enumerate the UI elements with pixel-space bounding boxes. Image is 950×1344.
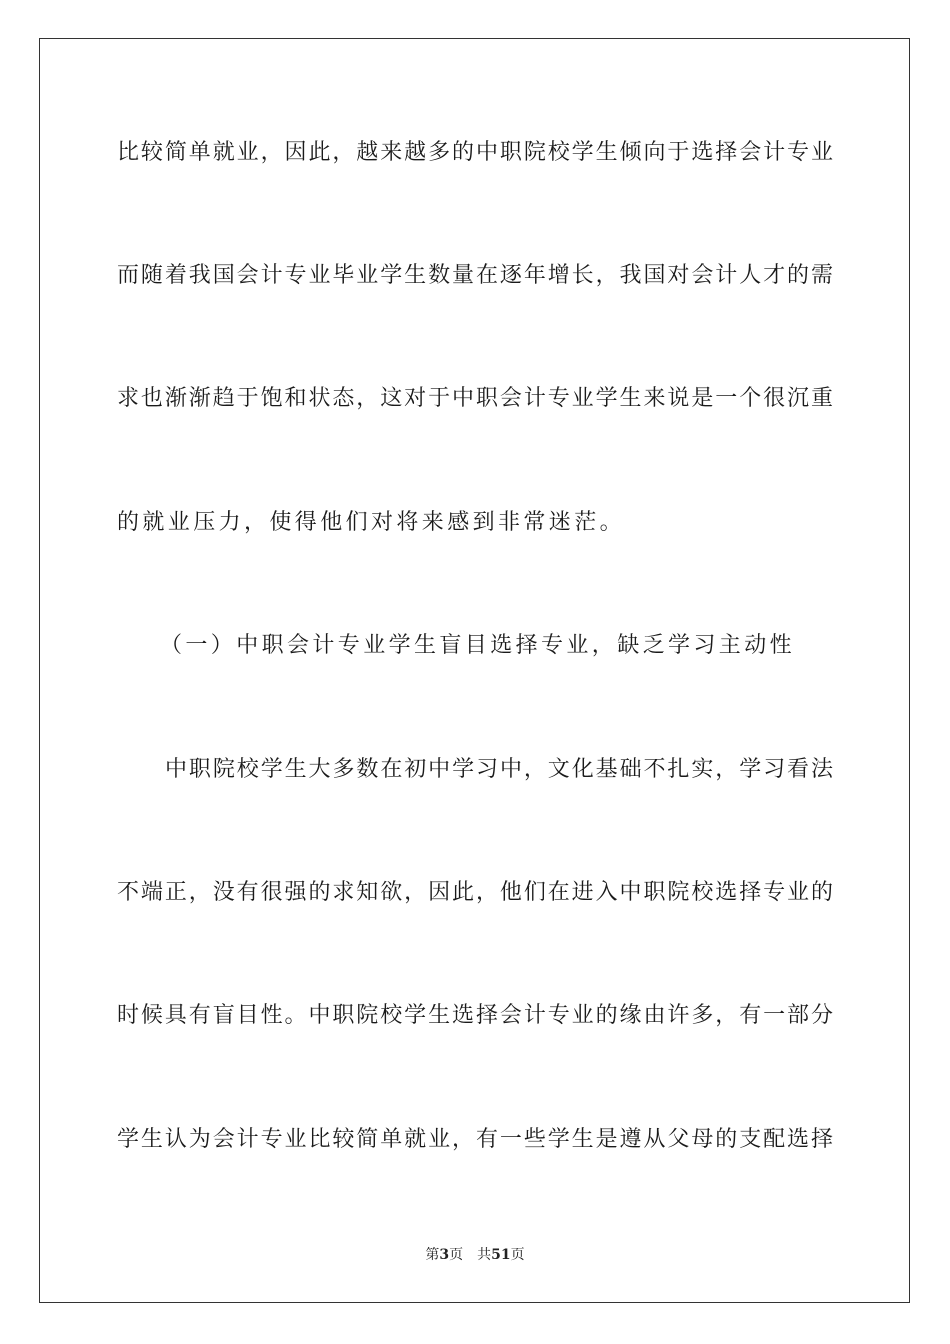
page-suffix: 页 bbox=[449, 1247, 464, 1263]
page-footer bbox=[0, 1246, 950, 1264]
section-heading: （一）中职会计专业学生盲目选择专业，缺乏学习主动性 bbox=[160, 633, 796, 658]
body-text-line: 时候具有盲目性。中职院校学生选择会计专业的缘由许多，有一部分 bbox=[117, 1003, 833, 1028]
page-prefix: 第 bbox=[425, 1247, 440, 1263]
total-suffix: 页 bbox=[510, 1247, 525, 1263]
body-text-line: 学生认为会计专业比较简单就业，有一些学生是遵从父母的支配选择 bbox=[117, 1127, 833, 1152]
page-border bbox=[39, 38, 910, 1303]
body-text-line: 不端正，没有很强的求知欲，因此，他们在进入中职院校选择专业的 bbox=[117, 880, 833, 905]
body-text-line: 而随着我国会计专业毕业学生数量在逐年增长，我国对会计人才的需 bbox=[117, 263, 833, 288]
total-prefix: 共 bbox=[477, 1247, 492, 1263]
total-pages: 51 bbox=[491, 1247, 511, 1263]
page-number: 3 bbox=[439, 1247, 450, 1263]
body-text-line: 比较简单就业，因此，越来越多的中职院校学生倾向于选择会计专业 bbox=[117, 140, 833, 165]
body-text-line: 的就业压力，使得他们对将来感到非常迷茫。 bbox=[117, 510, 626, 535]
body-text-line: 求也渐渐趋于饱和状态，这对于中职会计专业学生来说是一个很沉重 bbox=[117, 386, 833, 411]
paragraph-first-line: 中职院校学生大多数在初中学习中，文化基础不扎实，学习看法 bbox=[165, 757, 833, 782]
